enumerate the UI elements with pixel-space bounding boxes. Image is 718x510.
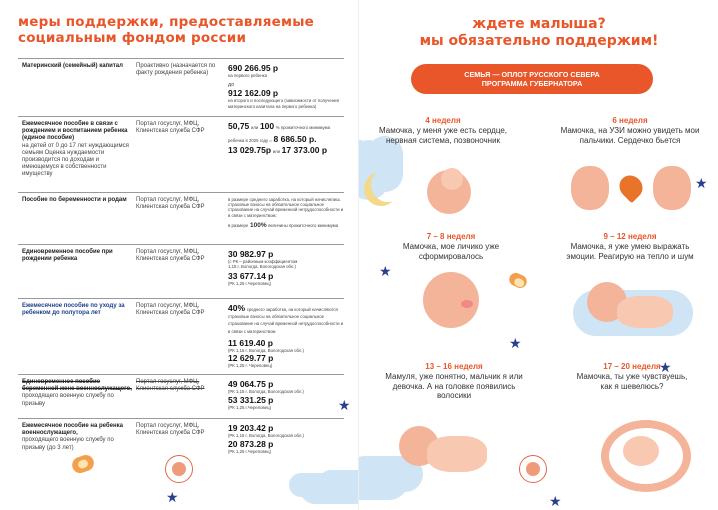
week-block xyxy=(375,116,511,145)
week-text: Мамочка, мое личико уже сформировалось xyxy=(402,242,500,261)
star-icon: ★ xyxy=(549,493,562,509)
measure-note: (РК 1,15 г. Вологда, Вологодская обл.) xyxy=(228,433,304,438)
measure-note: (РК 1,25 г.Череповец) xyxy=(228,405,272,411)
week-label: 4 неделя xyxy=(425,116,461,125)
measure-amount: 20 873.28 р xyxy=(228,439,274,450)
week-text: Мамуля, уже понятно, мальчик я или девочка. А на головке появились волосики xyxy=(385,372,523,400)
left-page-title xyxy=(18,14,338,46)
baby-hands-illustration xyxy=(567,160,697,218)
measure-note: (РК 1,25 г.Череповец) xyxy=(228,281,272,287)
measure-description: проходящего военную службу по призыву (до 3 лет) xyxy=(22,437,114,451)
measure-amount: 8 686.50 р. xyxy=(273,134,317,145)
table-row xyxy=(18,298,344,374)
measure-note: (с РК – районным коэффициентом xyxy=(228,259,298,264)
measure-amount: 100% xyxy=(249,221,267,229)
measure-note: (РК 1,25 г. Череповец) xyxy=(228,363,273,369)
week-block xyxy=(573,359,691,391)
table-row xyxy=(18,244,344,298)
measure-provider: Портал госуслуг, МФЦ, Клиентская служба СФР xyxy=(136,249,205,263)
measure-note: на второго и последующего (зависимости от получения материнского капитала на первого ребенка) xyxy=(228,98,339,109)
right-page xyxy=(359,0,718,510)
measure-amount: 13 029.75р xyxy=(228,145,272,156)
right-title-line-1: ждете малыша? xyxy=(472,16,606,32)
measure-name: Единовременное пособие беременной жене военнослужащего, xyxy=(22,379,132,393)
measure-note: (РК 1,25 г.Череповец) xyxy=(228,449,272,455)
star-icon: ★ xyxy=(509,335,522,351)
measure-note: ребенка в 2025 году = xyxy=(228,138,272,144)
table-row xyxy=(18,58,344,116)
moon-icon xyxy=(371,168,405,202)
left-title-line-2: социальным фондом россии xyxy=(18,30,247,46)
week-label: 6 неделя xyxy=(612,116,648,125)
right-title-line-2: мы обязательно поддержим! xyxy=(419,33,659,49)
left-title-line-1: меры поддержки, предоставляемые xyxy=(18,14,314,30)
measure-provider: Портал госуслуг, МФЦ, Клиентская служба СФР xyxy=(136,303,205,317)
logo-badge xyxy=(519,455,547,483)
measure-note: (РК 1,15 г. Вологда, Вологодская обл.) xyxy=(228,347,304,353)
cloud-decoration xyxy=(300,474,359,504)
measure-note: % прожиточного минимума xyxy=(275,125,330,130)
measure-name: Ежемесячное пособие по уходу за ребенком до полутора лет xyxy=(22,303,125,317)
measure-note: на первого ребенка xyxy=(228,73,268,78)
week-text: Мамочка, я уже умею выражать эмоции. Реагирую на тепло и шум xyxy=(566,242,694,261)
star-icon: ★ xyxy=(695,175,708,191)
week-text: Мамочка, на УЗИ можно увидеть мои пальчики. Сердечко бьется xyxy=(560,126,700,145)
table-row xyxy=(18,192,344,244)
week-label: 13 – 16 неделя xyxy=(425,362,483,371)
week-block xyxy=(555,232,705,261)
banner-line-1: СЕМЬЯ — ОПЛОТ РУССКОГО СЕВЕРА xyxy=(464,70,600,79)
pacifier-icon xyxy=(507,271,529,290)
measure-note: в размере xyxy=(228,222,249,228)
banner-line-2: ПРОГРАММА ГУБЕРНАТОРА xyxy=(481,79,583,88)
fetus-illustration xyxy=(573,278,693,342)
measure-prefix: до xyxy=(228,82,235,89)
measure-note: (РК 1,15 г. Вологда, Вологодская обл.) xyxy=(228,389,304,394)
measure-name: Материнский (семейный) капитал xyxy=(22,63,123,69)
week-label: 7 – 8 неделя xyxy=(426,232,476,241)
measure-amount: 11 619.40 р xyxy=(228,337,273,348)
measure-amount: 690 266.95 р xyxy=(228,63,279,73)
star-icon: ★ xyxy=(379,263,392,279)
measure-provider: Портал госуслуг, МФЦ, Клиентская служба СФР xyxy=(136,121,205,135)
fetus-illustration xyxy=(395,420,495,480)
pregnant-belly-illustration xyxy=(591,416,695,496)
measure-note: среднего заработка, на который начисляются страховые взносы на обязательное социальное страхование на случай временной нетрудоспособности и в связи с материнством xyxy=(228,307,344,334)
week-label: 9 – 12 неделя xyxy=(603,232,657,241)
measure-note: или xyxy=(272,149,280,155)
measure-note: или xyxy=(250,125,259,130)
measure-amount: 30 982.97 р xyxy=(228,249,274,259)
table-row xyxy=(18,116,344,192)
measure-amount: 40% xyxy=(228,303,246,313)
baby-face-illustration xyxy=(421,270,481,330)
measure-description: на детей от 0 до 17 лет нуждающимся семьям Оценка нуждаемости производится по доходам и имеющемуся в собственности имуществу xyxy=(22,142,129,178)
right-page-title xyxy=(379,16,699,50)
measure-provider: Проактивно (назначается по факту рождения ребенка) xyxy=(136,63,216,77)
measure-name: Ежемесячное пособие на ребенка военнослужащего, xyxy=(22,423,123,437)
star-icon: ★ xyxy=(659,359,672,375)
measure-provider: Портал госуслуг, МФЦ, Клиентская служба СФР xyxy=(136,379,205,393)
measure-amount: 912 162.09 р xyxy=(228,88,279,99)
measure-amount: 49 064.75 р xyxy=(228,379,274,389)
measure-amount: 50,75 xyxy=(228,121,250,131)
embryo-illustration xyxy=(421,164,481,216)
week-label: 17 – 20 неделя xyxy=(603,362,661,371)
measure-provider: Портал госуслуг, МФЦ, Клиентская служба СФР xyxy=(136,423,205,437)
star-icon: ★ xyxy=(166,489,179,505)
star-icon: ★ xyxy=(338,397,351,413)
measure-name: Единовременное пособие при рождении ребенка xyxy=(22,249,113,263)
measure-name: Пособие по беременности и родам xyxy=(22,197,127,203)
week-block xyxy=(377,362,531,401)
week-block xyxy=(389,232,513,261)
logo-badge xyxy=(165,455,193,483)
measure-provider: Портал госуслуг, МФЦ, Клиентская служба СФР xyxy=(136,197,205,211)
measure-amount: 100 xyxy=(259,121,275,131)
week-block xyxy=(555,116,705,145)
measure-note: в размере среднего заработка, на который начислялись страховые взносы на обязательное социальное страхование на случай временной нетрудоспособности и в связи с материнством; xyxy=(228,197,344,218)
measure-note: 1,15 г. Вологда, Вологодская обл.) xyxy=(228,264,296,270)
measure-description: проходящего военную службу по призыву xyxy=(22,393,114,407)
measure-note: величины прожиточного минимума xyxy=(268,222,339,228)
program-banner xyxy=(411,64,653,94)
week-text: Мамочка, у меня уже есть сердце, нервная система, позвоночник xyxy=(378,126,508,145)
measure-name: Ежемесячное пособие в связи с рождением и воспитанием ребенка (единое пособие) xyxy=(22,121,128,142)
measure-amount: 12 629.77 р xyxy=(228,353,274,364)
measure-amount: 19 203.42 р xyxy=(228,423,274,433)
measure-amount: 33 677.14 р xyxy=(228,271,274,282)
table-row xyxy=(18,374,344,418)
measure-amount: 17 373.00 р xyxy=(281,145,328,156)
measure-amount: 53 331.25 р xyxy=(228,395,274,406)
week-text: Мамочка, ты уже чувствуешь, как я шевелюсь? xyxy=(576,372,688,391)
